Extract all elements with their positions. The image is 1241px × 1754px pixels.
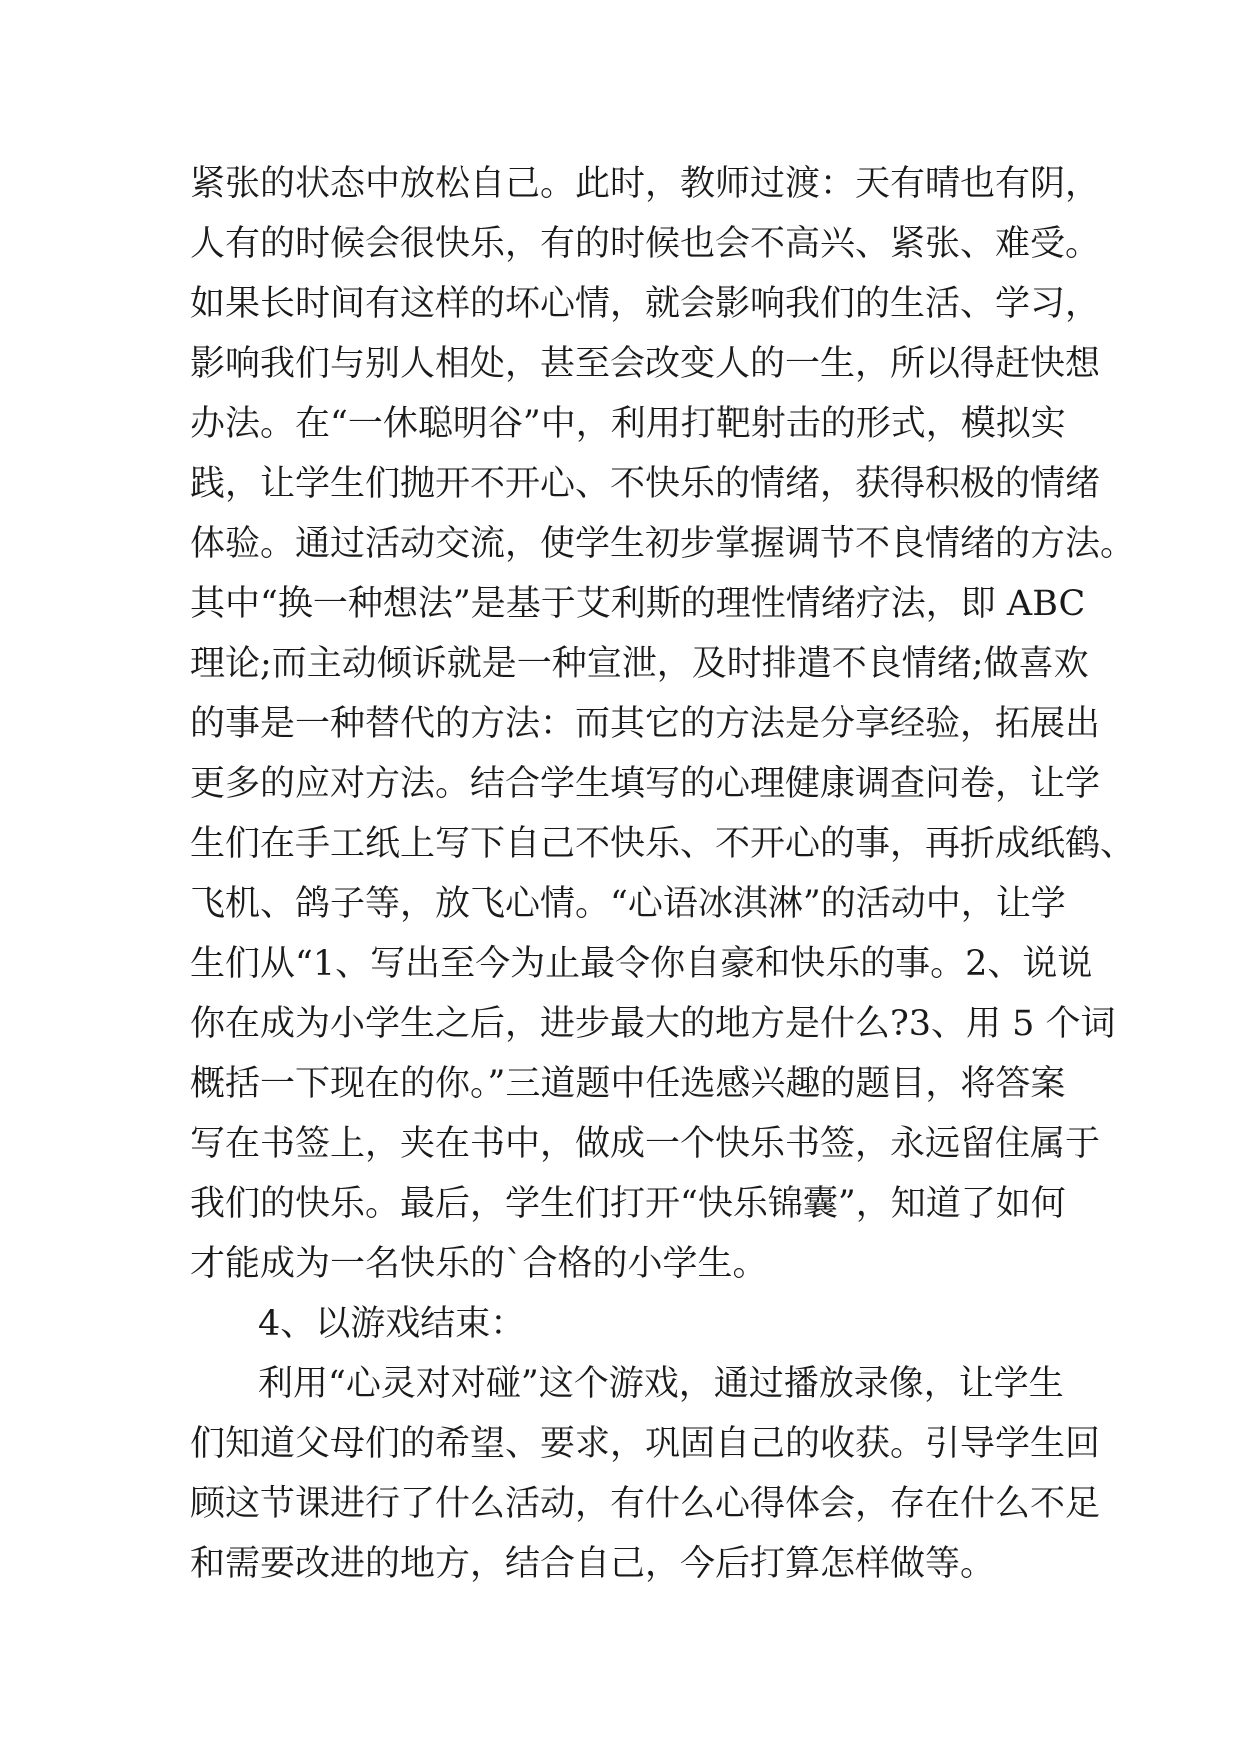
text-line: 写在书签上，夹在书中，做成一个快乐书签，永远留住属于 <box>190 1124 1101 1164</box>
text-line: 概括一下现在的你。”三道题中任选感兴趣的题目，将答案 <box>190 1064 1066 1104</box>
text-line: 人有的时候会很快乐，有的时候也会不高兴、紧张、难受。 <box>190 224 1101 264</box>
text-line: 紧张的状态中放松自己。此时，教师过渡：天有晴也有阴， <box>190 164 1101 204</box>
text-line: 利用“心灵对对碰”这个游戏，通过播放录像，让学生 <box>258 1364 1064 1404</box>
text-line: 我们的快乐。最后，学生们打开“快乐锦囊”，知道了如何 <box>190 1184 1066 1224</box>
text-line: 其中“换一种想法”是基于艾利斯的理性情绪疗法，即 ABC <box>190 584 1086 624</box>
text-line: 飞机、鸽子等，放飞心情。“心语冰淇淋”的活动中，让学 <box>190 884 1066 924</box>
text-line: 更多的应对方法。结合学生填写的心理健康调查问卷，让学 <box>190 764 1101 804</box>
text-line: 影响我们与别人相处，甚至会改变人的一生，所以得赶快想 <box>190 344 1101 384</box>
section-heading: 4、以游戏结束： <box>258 1304 526 1344</box>
text-line: 顾这节课进行了什么活动，有什么心得体会，存在什么不足 <box>190 1484 1101 1524</box>
text-line: 和需要改进的地方，结合自己，今后打算怎样做等。 <box>190 1544 996 1584</box>
text-line: 生们在手工纸上写下自己不快乐、不开心的事，再折成纸鹤、 <box>190 824 1136 864</box>
text-line: 办法。在“一休聪明谷”中，利用打靶射击的形式，模拟实 <box>190 404 1066 444</box>
text-line: 你在成为小学生之后，进步最大的地方是什么?3、用 5 个词 <box>190 1004 1116 1044</box>
text-line: 生们从“1、写出至今为止最令你自豪和快乐的事。2、说说 <box>190 944 1093 984</box>
text-line: 理论;而主动倾诉就是一种宣泄，及时排遣不良情绪;做喜欢 <box>190 644 1089 684</box>
text-line: 们知道父母们的希望、要求，巩固自己的收获。引导学生回 <box>190 1424 1101 1464</box>
text-line: 践，让学生们抛开不开心、不快乐的情绪，获得积极的情绪 <box>190 464 1101 504</box>
text-line: 才能成为一名快乐的`合格的小学生。 <box>190 1244 768 1284</box>
text-line: 的事是一种替代的方法：而其它的方法是分享经验，拓展出 <box>190 704 1101 744</box>
text-line: 如果长时间有这样的坏心情，就会影响我们的生活、学习， <box>190 284 1101 324</box>
text-line: 体验。通过活动交流，使学生初步掌握调节不良情绪的方法。 <box>190 524 1136 564</box>
